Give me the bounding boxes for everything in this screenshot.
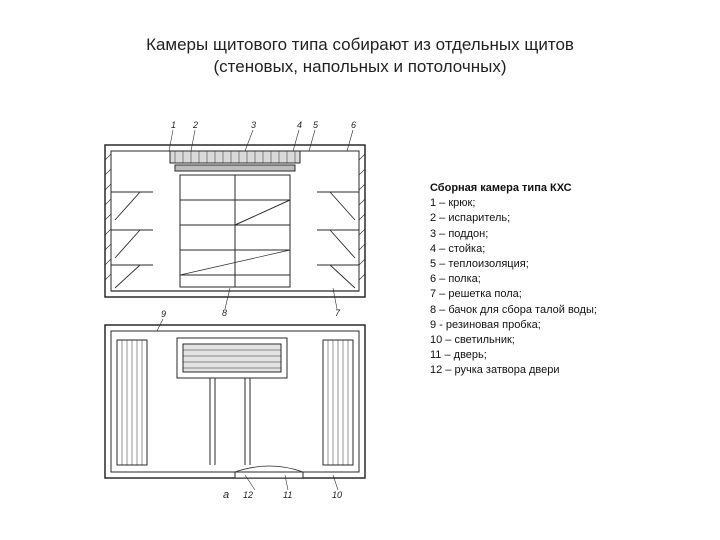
title-line-2: (стеновых, напольных и потолочных)	[213, 57, 507, 76]
legend-item: 11 – дверь;	[430, 349, 487, 362]
callout-7: 7	[335, 308, 341, 318]
legend-item: 4 – стойка;	[430, 242, 486, 255]
callout-10: 10	[332, 490, 343, 500]
section-view	[105, 130, 365, 309]
slide-title	[90, 34, 630, 78]
view-letter-a: а	[223, 489, 230, 501]
callout-8: 8	[222, 308, 228, 318]
callout-12: 12	[243, 490, 254, 500]
legend-item: 9 - резиновая пробка;	[430, 318, 541, 331]
legend-item: 8 – бачок для сбора талой воды;	[430, 303, 597, 316]
legend-item: 5 – теплоизоляция;	[430, 258, 529, 271]
legend-item: 2 – испаритель;	[430, 212, 511, 225]
callout-6: 6	[351, 120, 357, 130]
section-view-callouts	[171, 120, 356, 318]
callout-1: 1	[171, 120, 177, 130]
legend-item: 12 – ручка затвора двери	[430, 364, 560, 377]
legend-item: 10 – светильник;	[430, 334, 515, 347]
drawing-legend	[430, 181, 710, 379]
legend-item: 1 – крюк;	[430, 197, 476, 210]
title-line-1: Камеры щитового типа собирают из отдельных щитов	[146, 35, 574, 54]
plan-view	[105, 319, 365, 490]
callout-2: 2	[193, 120, 199, 130]
legend-item: 6 – полка;	[430, 273, 481, 286]
legend-item: 7 – решетка пола;	[430, 288, 522, 301]
callout-5: 5	[313, 120, 319, 130]
legend-heading: Сборная камера типа КХС	[430, 182, 572, 194]
chamber-technical-drawing	[95, 120, 380, 530]
callout-11: 11	[283, 490, 293, 500]
legend-item: 3 – поддон;	[430, 227, 489, 240]
callout-9: 9	[161, 309, 167, 319]
callout-3: 3	[251, 120, 257, 130]
callout-4: 4	[297, 120, 303, 130]
